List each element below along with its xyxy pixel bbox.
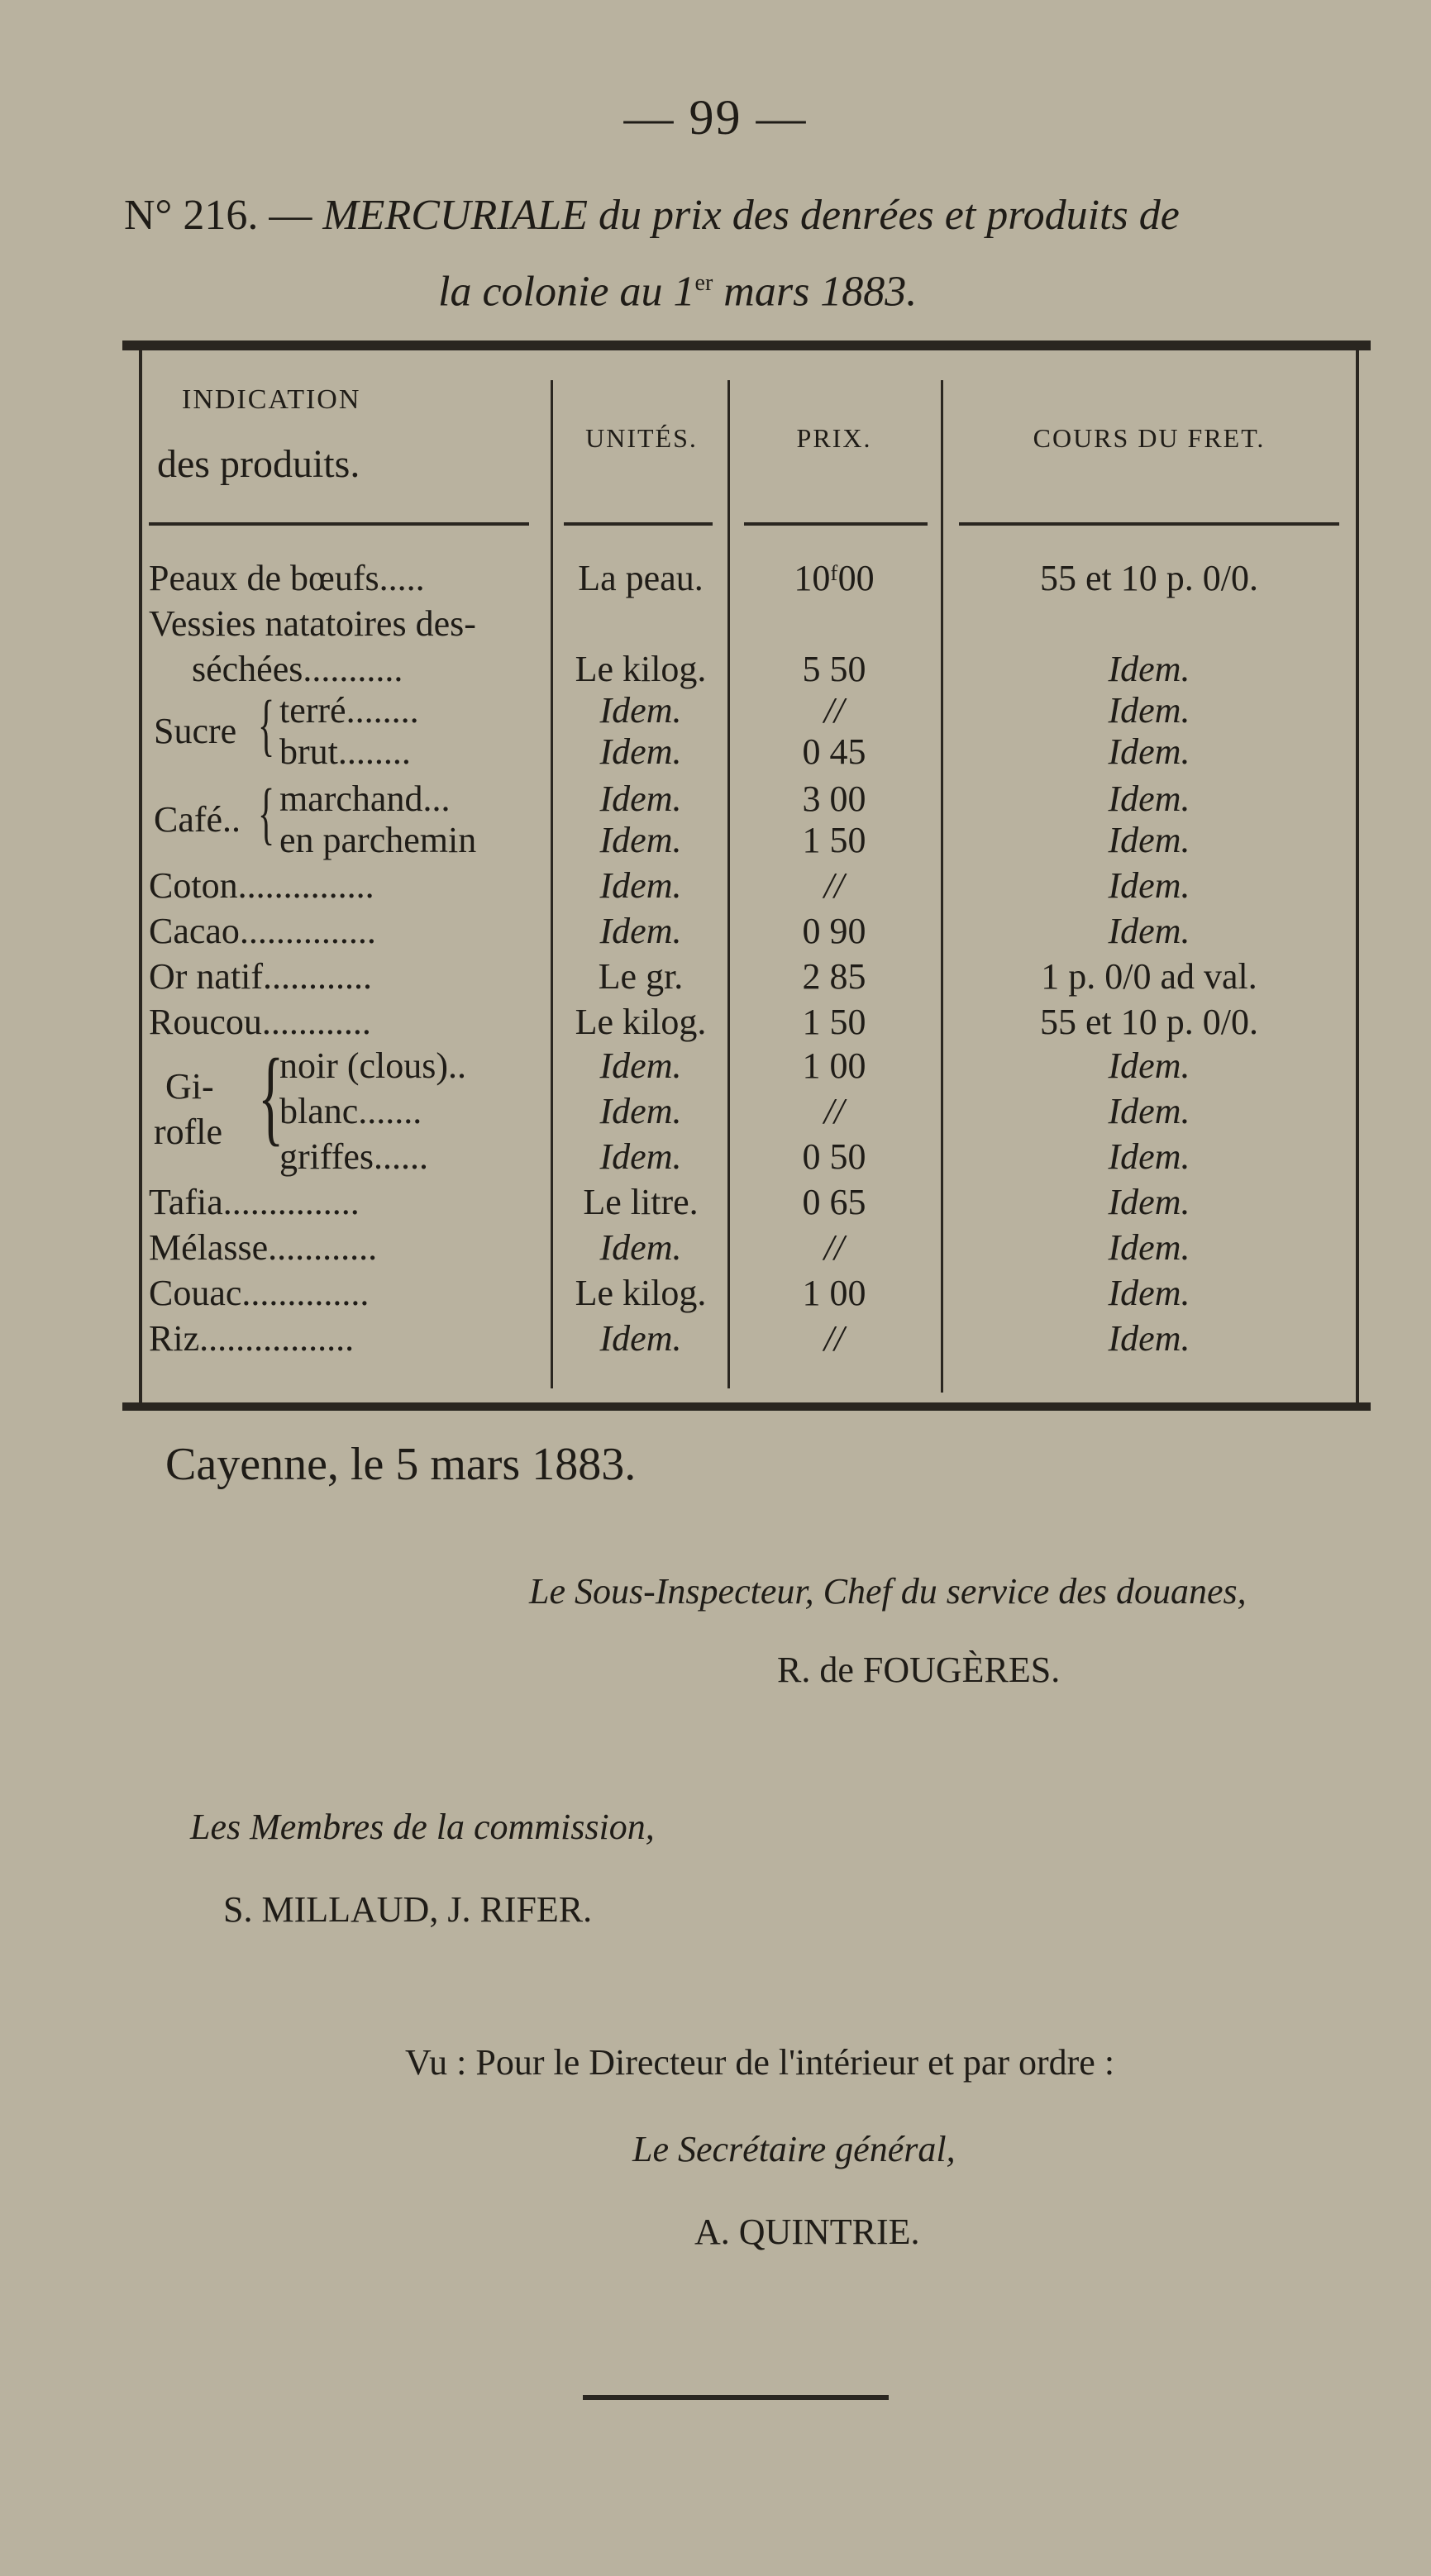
freight-cell: Idem.: [1108, 649, 1190, 689]
product-cell: Vessies natatoires des-: [149, 603, 476, 644]
product-cell: en parchemin: [279, 820, 477, 860]
freight-cell: Idem.: [1108, 690, 1190, 731]
price-cell: 10ᶠ00: [794, 558, 875, 598]
price-cell: 0 50: [802, 1136, 866, 1177]
product-cell: Mélasse............: [149, 1227, 378, 1268]
unit-cell: Idem.: [599, 779, 682, 819]
table-row: [0, 956, 1431, 998]
table-row: [0, 1091, 1431, 1132]
brace-sucre: {: [258, 687, 275, 764]
freight-cell: Idem.: [1108, 1182, 1190, 1222]
freight-cell: Idem.: [1108, 779, 1190, 819]
product-cell: Tafia...............: [149, 1182, 360, 1222]
unit-cell: Idem.: [599, 731, 682, 772]
price-cell: //: [823, 1227, 845, 1268]
table-row: [0, 820, 1431, 861]
freight-cell: 1 p. 0/0 ad val.: [1041, 956, 1257, 997]
unit-cell: Idem.: [599, 1227, 682, 1268]
freight-cell: Idem.: [1108, 1091, 1190, 1131]
header-rule-4: [959, 522, 1339, 526]
price-cell: //: [823, 1318, 845, 1359]
unit-cell: Le litre.: [583, 1182, 699, 1222]
table-bottom-rule: [122, 1402, 1371, 1411]
vu-approval: Vu : Pour le Directeur de l'intérieur et par ordre :: [405, 2042, 1115, 2083]
table-row: [0, 1002, 1431, 1043]
freight-cell: Idem.: [1108, 865, 1190, 906]
unit-cell: Idem.: [599, 1091, 682, 1131]
page-number: — 99 —: [623, 90, 808, 145]
table-row: [0, 1045, 1431, 1087]
header-rule-1: [149, 522, 529, 526]
header-produits: des produits.: [157, 442, 360, 486]
table-row: [0, 1273, 1431, 1314]
header-fret: COURS DU FRET.: [1033, 423, 1266, 453]
price-cell: 1 00: [802, 1045, 866, 1086]
title-line-2: [124, 250, 1389, 326]
price-cell: 1 50: [802, 820, 866, 860]
unit-cell: Idem.: [599, 690, 682, 731]
group-label-girofle-1: Gi-: [165, 1066, 214, 1107]
unit-cell: Le kilog.: [575, 1273, 707, 1313]
price-cell: //: [823, 1091, 845, 1131]
table-row: [0, 1227, 1431, 1269]
product-cell: marchand...: [279, 779, 451, 819]
group-label-girofle-2: rofle: [154, 1112, 223, 1152]
product-cell: terré........: [279, 690, 419, 731]
unit-cell: La peau.: [578, 558, 704, 598]
header-rule-3: [744, 522, 928, 526]
product-cell: Coton...............: [149, 865, 374, 906]
product-cell: Peaux de bœufs.....: [149, 558, 425, 598]
freight-cell: 55 et 10 p. 0/0.: [1040, 558, 1258, 598]
freight-cell: Idem.: [1108, 1227, 1190, 1268]
product-cell: Couac..............: [149, 1273, 370, 1313]
title-line-2-post: mars 1883.: [713, 268, 918, 316]
price-cell: //: [823, 865, 845, 906]
freight-cell: Idem.: [1108, 911, 1190, 951]
end-rule: [583, 2395, 889, 2400]
brace-cafe: {: [258, 775, 275, 852]
unit-cell: Le kilog.: [575, 649, 707, 689]
price-cell: 1 50: [802, 1002, 866, 1042]
freight-cell: Idem.: [1108, 820, 1190, 860]
document-title: [124, 182, 1389, 326]
product-cell: noir (clous)..: [279, 1045, 467, 1086]
price-cell: 5 50: [802, 649, 866, 689]
unit-cell: Idem.: [599, 820, 682, 860]
table-row: [0, 731, 1431, 773]
freight-cell: Idem.: [1108, 1318, 1190, 1359]
table-row: [0, 1318, 1431, 1359]
place-date: Cayenne, le 5 mars 1883.: [165, 1439, 637, 1490]
table-row: [0, 558, 1431, 599]
commission-members-role: Les Membres de la commission,: [190, 1807, 655, 1847]
product-cell: blanc.......: [279, 1091, 422, 1131]
table-row: [0, 603, 1431, 645]
price-cell: 0 90: [802, 911, 866, 951]
product-cell: Cacao...............: [149, 911, 376, 951]
table-row: [0, 1182, 1431, 1223]
document-number: N° 216. —: [124, 192, 312, 239]
title-line-2-sup: er: [694, 270, 713, 296]
product-cell: griffes......: [279, 1136, 429, 1177]
price-cell: 1 00: [802, 1273, 866, 1313]
freight-cell: Idem.: [1108, 1136, 1190, 1177]
unit-cell: Idem.: [599, 1318, 682, 1359]
header-indication: INDICATION: [182, 384, 361, 415]
price-cell: //: [823, 690, 845, 731]
header-unites: UNITÉS.: [585, 423, 698, 453]
table-row: [0, 865, 1431, 907]
group-label-cafe: Café..: [154, 799, 241, 840]
freight-cell: 55 et 10 p. 0/0.: [1040, 1002, 1258, 1042]
group-label-sucre: Sucre: [154, 711, 237, 751]
inspector-name: R. de FOUGÈRES.: [777, 1650, 1061, 1690]
price-cell: 2 85: [802, 956, 866, 997]
price-cell: 0 65: [802, 1182, 866, 1222]
title-line-1: MERCURIALE du prix des denrées et produits de: [322, 192, 1180, 239]
header-rule-2: [564, 522, 713, 526]
price-cell: 3 00: [802, 779, 866, 819]
secretary-name: A. QUINTRIE.: [694, 2212, 920, 2252]
product-cell: Riz.................: [149, 1318, 355, 1359]
table-row: [0, 779, 1431, 820]
unit-cell: Idem.: [599, 1045, 682, 1086]
inspector-role: Le Sous-Inspecteur, Chef du service des douanes,: [529, 1571, 1247, 1612]
commission-members-names: S. MILLAUD, J. RIFER.: [223, 1889, 593, 1930]
secretary-role: Le Secrétaire général,: [632, 2129, 956, 2169]
product-cell: Or natif............: [149, 956, 373, 997]
unit-cell: Le kilog.: [575, 1002, 707, 1042]
product-cell: Roucou............: [149, 1002, 371, 1042]
unit-cell: Idem.: [599, 911, 682, 951]
unit-cell: Idem.: [599, 865, 682, 906]
unit-cell: Le gr.: [598, 956, 684, 997]
brace-girofle: {: [258, 1037, 284, 1156]
freight-cell: Idem.: [1108, 731, 1190, 772]
title-line-2-pre: la colonie au 1: [438, 268, 695, 316]
header-prix: PRIX.: [796, 423, 872, 453]
unit-cell: Idem.: [599, 1136, 682, 1177]
product-cell: séchées...........: [192, 649, 403, 689]
table-top-rule: [122, 340, 1371, 350]
freight-cell: Idem.: [1108, 1045, 1190, 1086]
table-row: [0, 649, 1431, 690]
table-row: [0, 1136, 1431, 1178]
freight-cell: Idem.: [1108, 1273, 1190, 1313]
price-cell: 0 45: [802, 731, 866, 772]
table-row: [0, 690, 1431, 731]
product-cell: brut........: [279, 731, 411, 772]
table-row: [0, 911, 1431, 952]
